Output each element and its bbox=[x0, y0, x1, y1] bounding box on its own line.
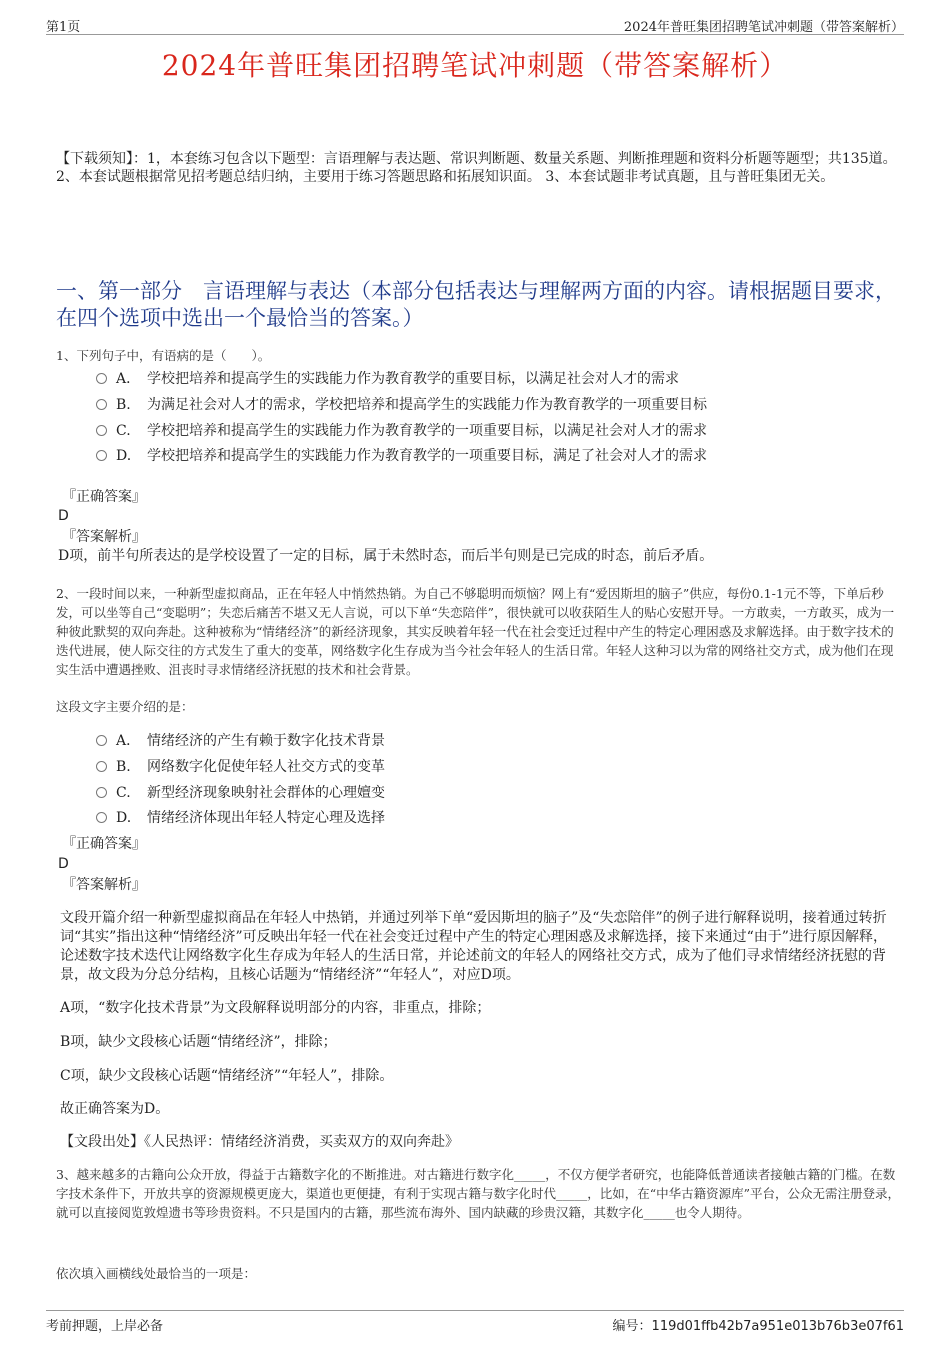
q2-conclusion: 故正确答案为D。 bbox=[60, 1101, 170, 1117]
q2-source: 【文段出处】《人民热评：情绪经济消费，买卖双方的双向奔赴》 bbox=[60, 1134, 459, 1150]
q2-answer-label: 『正确答案』 bbox=[62, 836, 146, 852]
q2-stem: 2、一段时间以来，一种新型虚拟商品，正在年轻人中悄然热销。为自己不够聪明而烦恼？网上有“爱因斯坦的脑子”供应，每份0.1-1元不等，下单后秒发，可以坐等自己“变聪明”；失恋后痛苦不堪又无人言说，可以下单“失恋陪伴”，很快就可以收获陌生人的贴心安慰开导。一方敢卖，一方敢买，成为一种彼此默契的双向奔赴。这种被称为“情绪经济”的新经济现象，其实反映着年轻一代在社会变迁过程中产生的特定心理困惑及求解选择。由于数字技术的迭代进展，使人际交往的方式发生了重大的变革，网络数字化生存成为当今社会年轻人的生活日常。年轻人这种习以为常的网络社交方式，成为他们在现实生活中遭遇挫败、沮丧时寻求情绪经济抚慰的技术和社会背景。 bbox=[56, 586, 895, 677]
radio-icon[interactable] bbox=[96, 450, 107, 461]
q2-option-b[interactable]: B. 网络数字化促使年轻人社交方式的变革 bbox=[96, 757, 385, 777]
footer-code: 编号：119d01ffb42b7a951e013b76b3e07f61 bbox=[612, 1319, 904, 1334]
q1-analysis: D项，前半句所表达的是学校设置了一定的目标，属于未然时态，而后半句则是已完成的时态，前后矛盾。 bbox=[58, 548, 714, 564]
q1-stem: 1、下列句子中，有语病的是（ ）。 bbox=[56, 348, 271, 363]
download-notice: 【下载须知】：1，本套练习包含以下题型：言语理解与表达题、常识判断题、数量关系题、判断推理题和资料分析题等题型；共135道。 2、本套试题根据常见招考题总结归纳，主要用于练习答题思路和拓展知识面。 3、本套试题非考试真题，且与普旺集团无关。 bbox=[56, 151, 897, 185]
q2-analysis-b: B项，缺少文段核心话题“情绪经济”，排除； bbox=[60, 1034, 337, 1050]
radio-icon[interactable] bbox=[96, 787, 107, 798]
q1-analysis-label: 『答案解析』 bbox=[62, 529, 146, 545]
page-number: 第1页 bbox=[46, 20, 81, 35]
q2-analysis-a: A项，“数字化技术背景”为文段解释说明部分的内容，非重点，排除； bbox=[60, 1000, 491, 1016]
radio-icon[interactable] bbox=[96, 373, 107, 384]
q3-stem: 3、越来越多的古籍向公众开放，得益于古籍数字化的不断推进。对古籍进行数字化_____，不仅方便学者研究，也能降低普通读者接触古籍的门槛。在数字技术条件下，开放共享的资源规模更庞大，渠道也更便捷，有利于实现古籍与数字化时代_____，比如，在“中华古籍资源库”平台，公众无需注册登录，就可以直接阅览敦煌遗书等珍贵资料。不只是国内的古籍，那些流布海外、国内缺藏的珍贵汉籍，其数字化_____也令人期待。 bbox=[56, 1167, 901, 1220]
radio-icon[interactable] bbox=[96, 399, 107, 410]
section-heading: 一、第一部分 言语理解与表达（本部分包括表达与理解两方面的内容。请根据题目要求，在四个选项中选出一个最恰当的答案。） bbox=[56, 279, 896, 330]
page-footer bbox=[46, 1310, 904, 1334]
q2-answer: D bbox=[58, 856, 69, 872]
q2-option-c[interactable]: C. 新型经济现象映射社会群体的心理嬗变 bbox=[96, 783, 385, 803]
footer-slogan: 考前押题，上岸必备 bbox=[46, 1319, 164, 1334]
q1-answer-label: 『正确答案』 bbox=[62, 489, 146, 505]
radio-icon[interactable] bbox=[96, 735, 107, 746]
q3-prompt: 依次填入画横线处最恰当的一项是： bbox=[56, 1266, 257, 1281]
q2-option-d[interactable]: D. 情绪经济体现出年轻人特定心理及选择 bbox=[96, 808, 385, 828]
page-header bbox=[46, 14, 904, 35]
radio-icon[interactable] bbox=[96, 761, 107, 772]
header-doc-title: 2024年普旺集团招聘笔试冲刺题（带答案解析） bbox=[623, 20, 904, 35]
q2-analysis-main: 文段开篇介绍一种新型虚拟商品在年轻人中热销，并通过列举下单“爱因斯坦的脑子”及“失恋陪伴”的例子进行解释说明，接着通过转折词“其实”指出这种“情绪经济”可反映出年轻一代在社会变迁过程中产生的特定心理困惑及求解选择，接下来通过“由于”进行原因解释，论述数字技术迭代让网络数字化生存成为年轻人的生活日常，并论述前文的年轻人的网络社交方式，成为了他们寻求情绪经济抚慰的背景，故文段为分总分结构，且核心话题为“情绪经济”“年轻人”，对应D项。 bbox=[60, 910, 887, 983]
q1-answer: D bbox=[58, 508, 69, 524]
q1-option-c[interactable]: C. 学校把培养和提高学生的实践能力作为教育教学的一项重要目标，以满足社会对人才的需求 bbox=[96, 421, 707, 441]
q2-analysis-c: C项，缺少文段核心话题“情绪经济”“年轻人”，排除。 bbox=[60, 1068, 394, 1084]
radio-icon[interactable] bbox=[96, 425, 107, 436]
q2-prompt: 这段文字主要介绍的是： bbox=[56, 699, 194, 714]
q2-analysis-label: 『答案解析』 bbox=[62, 877, 146, 893]
radio-icon[interactable] bbox=[96, 812, 107, 823]
q1-option-a[interactable]: A． 学校把培养和提高学生的实践能力作为教育教学的重要目标，以满足社会对人才的需求 bbox=[96, 369, 679, 389]
q1-option-b[interactable]: B. 为满足社会对人才的需求，学校把培养和提高学生的实践能力作为教育教学的一项重要目标 bbox=[96, 395, 707, 415]
q1-option-d[interactable]: D. 学校把培养和提高学生的实践能力作为教育教学的一项重要目标，满足了社会对人才的需求 bbox=[96, 446, 707, 466]
q2-option-a[interactable]: A． 情绪经济的产生有赖于数字化技术背景 bbox=[96, 731, 385, 751]
page-title: 2024年普旺集团招聘笔试冲刺题（带答案解析） bbox=[161, 49, 789, 82]
